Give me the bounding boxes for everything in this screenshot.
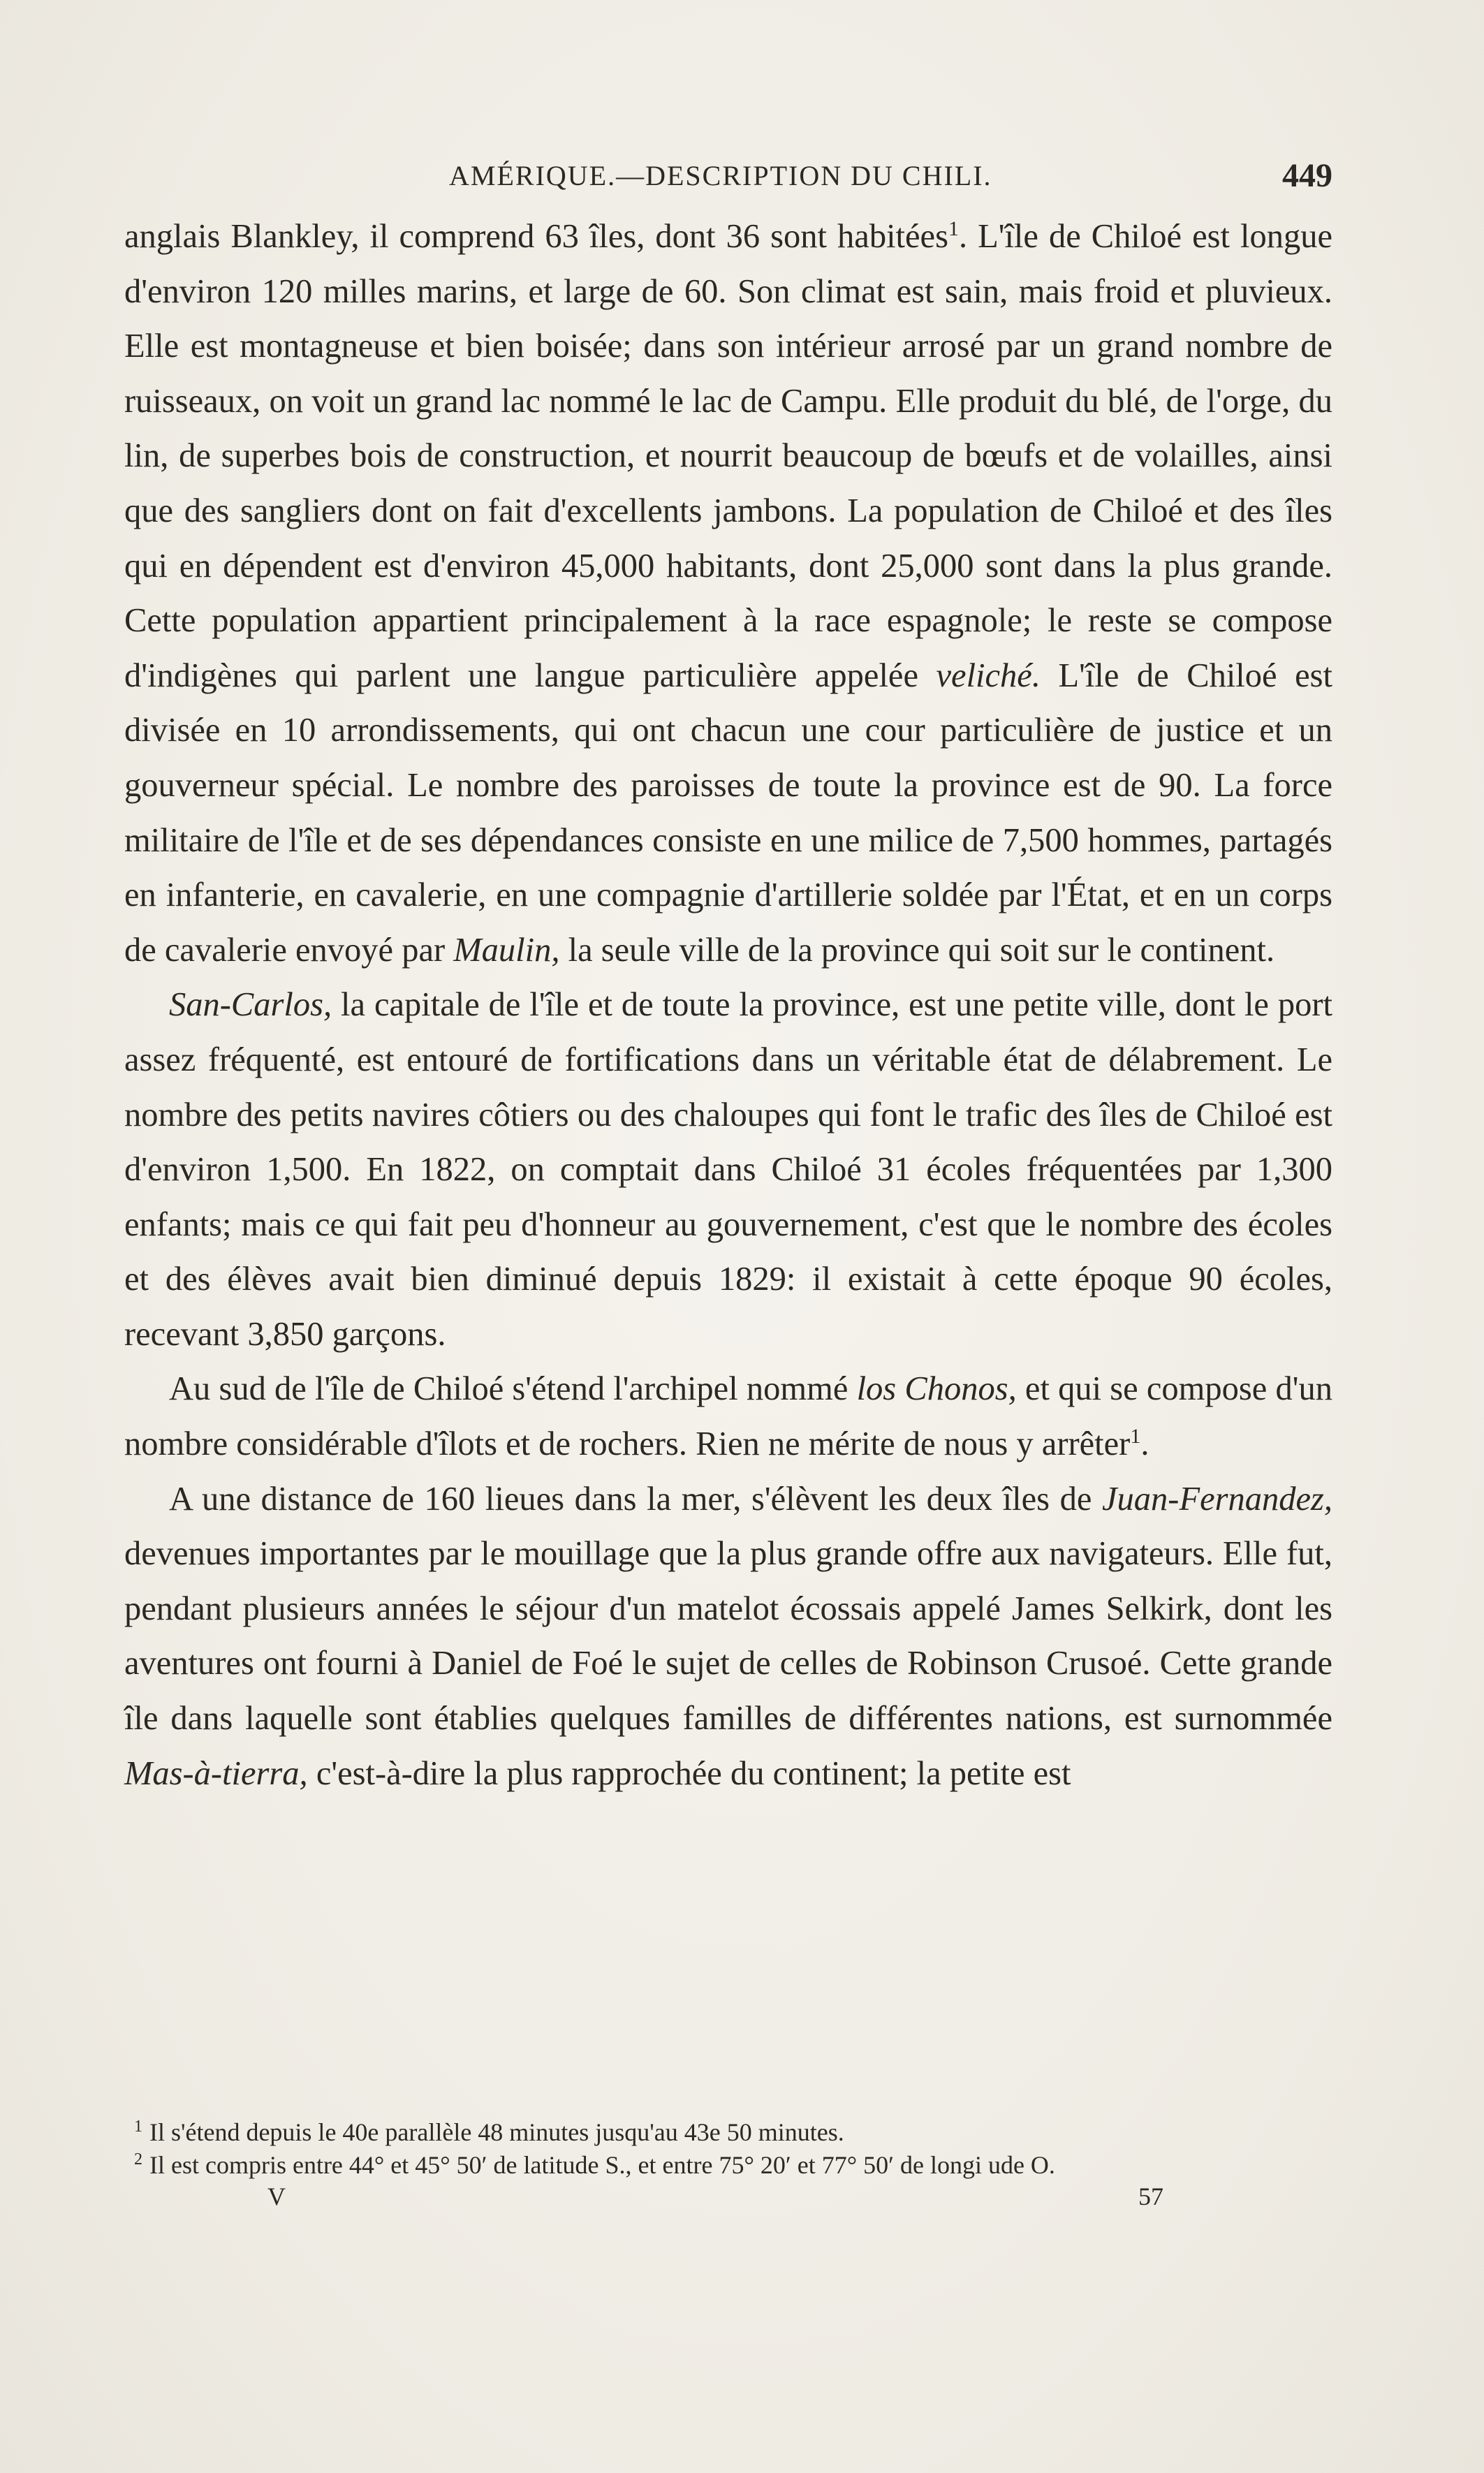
text-run: c'est-à-dire la plus rapprochée du continent; la petite est: [307, 1754, 1071, 1792]
text-run: la capitale de l'île et de toute la province, est une petite ville, dont le port assez fréquenté, est entouré de fortifications dans un véritable état de délabrement. Le nombre des petits navires côtiers ou des chaloupes qui font le trafic des îles de Chiloé est d'environ 1,500. En 1822, on comptait dans Chiloé 31 écoles fréquentées par 1,300 enfants; mais ce qui fait peu d'honneur au gouvernement, c'est que le nombre des écoles et des élèves avait bien diminué depuis 1829: il existait à cette époque 90 écoles, recevant 3,850 garçons.: [124, 986, 1332, 1353]
paragraph-1: [124, 210, 1332, 978]
text-run: .: [1140, 1425, 1149, 1463]
italic-term: veliché.: [936, 656, 1041, 694]
footnote-mark: 1: [134, 2118, 142, 2136]
signature-line: [124, 2179, 1332, 2214]
footnote-mark: 2: [134, 2150, 142, 2169]
text-run: Au sud de l'île de Chiloé s'étend l'archipel nommé: [169, 1370, 857, 1408]
text-run: anglais Blankley, il comprend 63 îles, dont 36 sont habitées: [124, 218, 948, 255]
text-run: la seule ville de la province qui soit sur le continent.: [559, 931, 1275, 969]
footnote-reference: 1: [1130, 1424, 1141, 1448]
footnote-1: [124, 2116, 1332, 2149]
footnote-reference: 1: [948, 217, 959, 240]
text-run: . L'île de Chiloé est longue d'environ 120 milles marins, et large de 60. Son climat est sain, mais froid et pluvieux. Elle est montagneuse et bien boisée; dans son intérieur arrosé par un grand nombre de ruisseaux, on voit un grand lac nommé le lac de Campu. Elle produit du blé, de l'orge, du lin, de superbes bois de construction, et nourrit beaucoup de bœufs et de volailles, ainsi que des sangliers dont on fait d'excellents jambons. La population de Chiloé et des îles qui en dépendent est d'environ 45,000 habitants, dont 25,000 sont dans la plus grande. Cette population appartient principalement à la race espagnole; le reste se compose d'indigènes qui parlent une langue particulière appelée: [124, 218, 1332, 694]
italic-place-name: Mas-à-tierra,: [124, 1754, 308, 1792]
sheet-number: 57: [1138, 2182, 1163, 2210]
text-run: L'île de Chiloé est divisée en 10 arrondissements, qui ont chacun une cour particulière de justice et un gouverneur spécial. Le nombre des paroisses de toute la province est de 90. La force militaire de l'île et de ses dépendances consiste en une milice de 7,500 hommes, partagés en infanterie, en cavalerie, en une compagnie d'artillerie soldée par l'État, et en un corps de cavalerie envoyé par: [124, 656, 1332, 969]
text-run: A une distance de 160 lieues dans la mer, s'élèvent les deux îles de: [169, 1480, 1103, 1518]
text-run: devenues importantes par le mouillage que la plus grande offre aux navigateurs. Elle fut, pendant plusieurs années le séjour d'un matelot écossais appelé James Selkirk, dont les aventures ont fourni à Daniel de Foé le sujet de celles de Robinson Crusoé. Cette grande île dans laquelle sont établies quelques familles de différentes nations, est surnommée: [124, 1535, 1332, 1738]
italic-place-name: los Chonos,: [856, 1370, 1017, 1408]
footnotes: [124, 2116, 1332, 2182]
paragraph-3: [124, 1362, 1332, 1472]
italic-place-name: San-Carlos,: [169, 986, 332, 1024]
footnote-text: Il est compris entre 44° et 45° 50′ de latitude S., et entre 75° 20′ et 77° 50′ de longi ude O.: [149, 2151, 1055, 2179]
body-text: [124, 210, 1332, 1801]
paragraph-2: [124, 978, 1332, 1362]
footnote-text: Il s'étend depuis le 40e parallèle 48 minutes jusqu'au 43e 50 minutes.: [149, 2118, 844, 2146]
italic-place-name: Maulin,: [453, 931, 560, 969]
running-head: [124, 155, 1332, 197]
paragraph-4: [124, 1472, 1332, 1802]
running-title: AMÉRIQUE.—DESCRIPTION DU CHILI.: [449, 160, 992, 191]
text-run: et qui se compose d'un nombre considérable d'îlots et de rochers. Rien ne mérite de nous y arrêter: [124, 1370, 1332, 1463]
footnote-2: [124, 2149, 1332, 2182]
volume-mark: V: [267, 2182, 286, 2210]
page-number: 449: [1282, 157, 1332, 194]
italic-place-name: Juan-Fernandez,: [1102, 1480, 1332, 1518]
